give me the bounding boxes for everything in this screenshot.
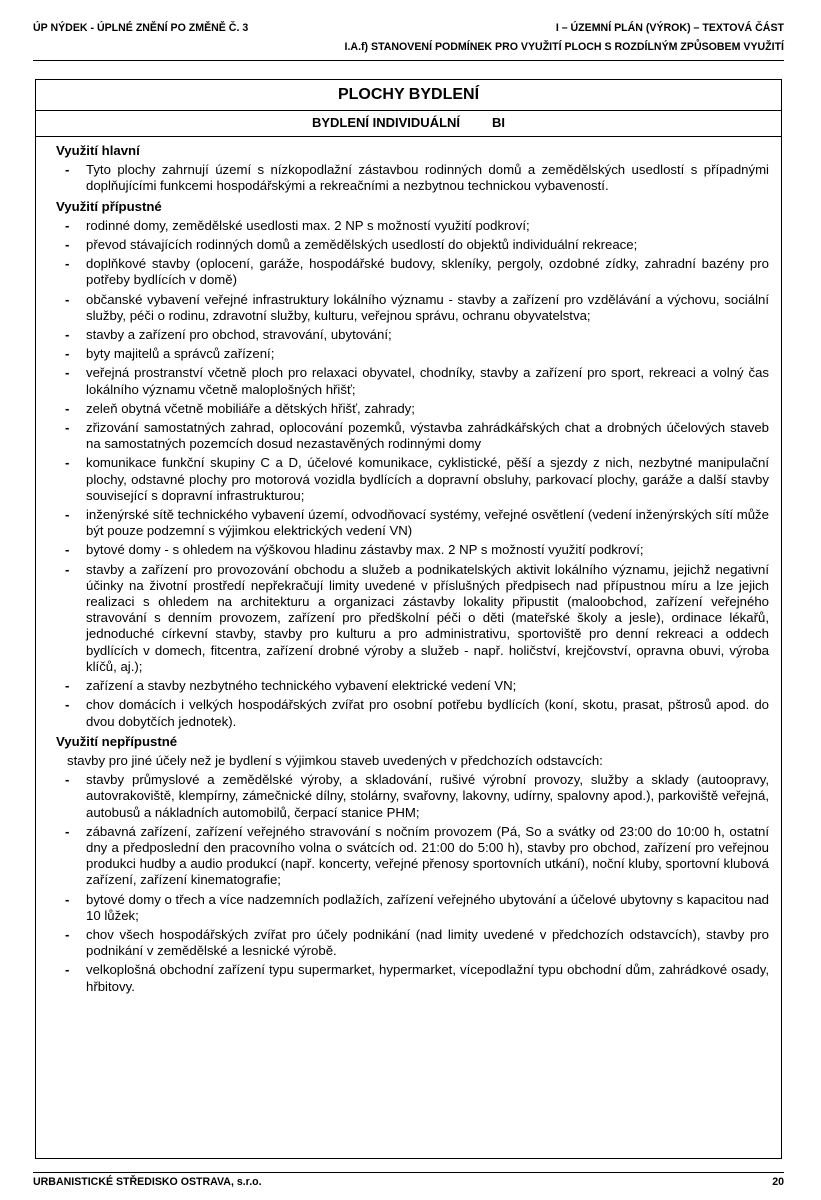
list-item	[56, 927, 769, 959]
main-use-list	[56, 162, 769, 194]
bullet-dash: -	[65, 237, 70, 253]
list-item	[56, 562, 769, 675]
list-item	[56, 678, 769, 694]
list-item-text: převod stávajících rodinných domů a zemědělských usedlostí do objektů individuální rekreace;	[86, 237, 638, 253]
bullet-dash: -	[65, 823, 70, 839]
list-item	[56, 162, 769, 194]
list-item	[56, 772, 769, 821]
header-section-title: I.A.f) STANOVENÍ PODMÍNEK PRO VYUŽITÍ PLOCH S ROZDÍLNÝM ZPŮSOBEM VYUŽITÍ	[344, 41, 784, 53]
bullet-dash: -	[65, 962, 70, 978]
list-item	[56, 218, 769, 234]
list-item	[56, 542, 769, 558]
bullet-dash: -	[65, 926, 70, 942]
list-item-text: občanské vybavení veřejné infrastruktury lokálního významu - stavby a zařízení pro vzdělávání a výchovu, sociální služby, péči o rodinu, zdravotní služby, kulturu, veřejnou správu, ochranu obyvatelstva;	[86, 291, 769, 323]
list-item	[56, 327, 769, 343]
table-content	[36, 137, 781, 995]
list-item-text: stavby a zařízení pro provozování obchodu a služeb a podnikatelských aktivit lokálního významu, jejichž negativní účinky na životní prostředí nepřekračují limity uvedené v příslušných předpisech nad přípustnou míru a lze jejich realizaci s ohledem na architekturu a organizaci zástavby lokality připustit (maloobchod, zařízení veřejného stravování s denním provozem, zařízení pro předškolní péči o děti (mateřské školy a jesle), ordinace lékařů, jednoduché církevní stavby, stavby pro kulturu a pro administrativu, sportoviště pro denní rekreaci a oddech bydlících v domech, fitcentra, zařízení drobné výroby a služeb - např. holičství, krejčovství, opravna obuvi, výroba klíčů, aj.);	[86, 561, 769, 674]
bullet-dash: -	[65, 346, 70, 362]
list-item	[56, 455, 769, 504]
list-item-text: chov domácích i velkých hospodářských zvířat pro osobní potřebu bydlících (koní, skotu, prasat, pštrosů apod. do dvou dobytčích jednotek).	[86, 697, 769, 729]
bullet-dash: -	[65, 772, 70, 788]
bullet-dash: -	[65, 420, 70, 436]
bullet-dash: -	[65, 455, 70, 471]
footer-company: URBANISTICKÉ STŘEDISKO OSTRAVA, s.r.o.	[33, 1176, 262, 1188]
permitted-use-list	[56, 218, 769, 730]
list-item	[56, 237, 769, 253]
bullet-dash: -	[65, 542, 70, 558]
main-use-heading: Využití hlavní	[56, 143, 140, 158]
list-item	[56, 420, 769, 452]
list-item-text: bytové domy - s ohledem na výškovou hladinu zástavby max. 2 NP s možností využití podkroví;	[86, 542, 644, 558]
regulation-table	[35, 79, 782, 1159]
bullet-dash: -	[65, 327, 70, 343]
list-item	[56, 892, 769, 924]
list-item-text: zábavná zařízení, zařízení veřejného stravování s nočním provozem (Pá, So a svátky od 23:00 do 10:00 h, ostatní dny a předposlední den pracovního volna o svátcích od. 21:00 do 5:00 h), stavby pro obchod, zařízení pro veřejnou produkci hudby a audio produkcí (např. koncerty, veřejné přenosy sportovních utkání), noční kluby, sportovní klubová zařízení, zařízení kinematografie;	[86, 823, 769, 888]
page-header	[33, 19, 784, 57]
forbidden-use-intro: stavby pro jiné účely než je bydlení s výjimkou staveb uvedených v předchozích odstavcích:	[67, 752, 603, 768]
list-item	[56, 256, 769, 288]
bullet-dash: -	[65, 365, 70, 381]
list-item-text: zařízení a stavby nezbytného technického vybavení elektrické vedení VN;	[86, 678, 517, 694]
list-item-text: zeleň obytná včetně mobiliáře a dětských hřišť, zahrady;	[86, 400, 415, 416]
list-item-text: komunikace funkční skupiny C a D, účelové komunikace, cyklistické, pěší a sjezdy z nich, nezbytné manipulační plochy, odstavné plochy pro motorová vozidla bydlících a dopravní obsluhy, parkovací plochy, garáže a další stavby související s dopravní infrastrukturou;	[86, 455, 769, 503]
bullet-dash: -	[65, 891, 70, 907]
forbidden-use-heading: Využití nepřípustné	[56, 733, 178, 749]
bullet-dash: -	[65, 678, 70, 694]
bullet-dash: -	[65, 561, 70, 577]
list-item	[56, 292, 769, 324]
list-item	[56, 824, 769, 889]
area-code: BI	[492, 115, 506, 130]
list-item-text: doplňkové stavby (oplocení, garáže, hospodářské budovy, skleníky, pergoly, ozdobné zídky, zahradní bazény pro potřeby bydlících v domě)	[86, 256, 769, 288]
list-item	[56, 962, 769, 994]
bullet-dash: -	[65, 400, 70, 416]
bullet-dash: -	[65, 256, 70, 272]
list-item-text: velkoplošná obchodní zařízení typu supermarket, hypermarket, vícepodlažní typu obchodní dům, zahrádkové osady, hřbitovy.	[86, 962, 769, 994]
list-item-text: chov všech hospodářských zvířat pro účely podnikání (nad limity uvedené v předchozích odstavcích), stavby pro podnikání v zemědělské a lesnické výrobě.	[86, 926, 769, 959]
list-item-text: rodinné domy, zemědělské usedlosti max. 2 NP s možností využití podkroví;	[86, 217, 530, 233]
list-item-text: bytové domy o třech a více nadzemních podlažích, zařízení veřejného ubytování a účelové ubytovny s kapacitou nad 10 lůžek;	[86, 891, 769, 923]
list-item-text: veřejná prostranství včetně ploch pro relaxaci obyvatel, chodníky, stavby a zařízení pro sport, rekreaci a volný čas lokálního významu včetně maloplošných hřišť;	[86, 365, 769, 397]
table-subtitle: BYDLENÍ INDIVIDUÁLNÍ	[311, 115, 461, 130]
table-title: PLOCHY BYDLENÍ	[36, 80, 781, 111]
list-item-text: stavby a zařízení pro obchod, stravování, ubytování;	[86, 327, 392, 343]
permitted-use-heading: Využití přípustné	[56, 198, 162, 214]
list-item-text: zřizování samostatných zahrad, oplocování pozemků, výstavba zahrádkářských chat a drobných účelových staveb na samostatných pozemcích dosud nezastavěných rodinnými domy	[86, 420, 769, 452]
list-item-text: Tyto plochy zahrnují území s nízkopodlažní zástavbou rodinných domů a zemědělských usedlostí s případnými doplňujícími funkcemi hospodářskými a rekreačními a nezbytnou technickou vybaveností.	[86, 162, 769, 194]
list-item	[56, 346, 769, 362]
bullet-dash: -	[65, 697, 70, 713]
page-number: 20	[772, 1176, 784, 1188]
list-item-text: stavby průmyslové a zemědělské výroby, a skladování, rušivé výrobní provozy, služby a sklady (autoopravy, autovrakoviště, klempírny, zámečnické dílny, stolárny, svařovny, lakovny, udírny, spalovny apod.), parkoviště veřejná, autobusů a nákladních automobilů, čerpací stanice PHM;	[86, 772, 769, 820]
list-item-text: inženýrské sítě technického vybavení území, odvodňovací systémy, veřejné osvětlení (vedení inženýrských sítí může být pouze podzemní s výjimkou elektrických vedení VN)	[86, 507, 769, 539]
bullet-dash: -	[65, 291, 70, 307]
list-item	[56, 401, 769, 417]
list-item	[56, 697, 769, 729]
header-document-title: ÚP NÝDEK - ÚPLNÉ ZNĚNÍ PO ZMĚNĚ Č. 3	[33, 22, 249, 34]
footer-divider	[33, 1172, 784, 1173]
list-item	[56, 507, 769, 539]
header-divider	[33, 60, 784, 61]
bullet-dash: -	[65, 217, 70, 233]
forbidden-use-list	[56, 772, 769, 995]
list-item-text: byty majitelů a správců zařízení;	[86, 346, 275, 362]
page-footer	[33, 1176, 784, 1188]
bullet-dash: -	[65, 162, 70, 178]
list-item	[56, 365, 769, 397]
bullet-dash: -	[65, 507, 70, 523]
table-subtitle-row	[36, 111, 781, 137]
header-part-title: I – ÚZEMNÍ PLÁN (VÝROK) – TEXTOVÁ ČÁST	[555, 22, 784, 34]
